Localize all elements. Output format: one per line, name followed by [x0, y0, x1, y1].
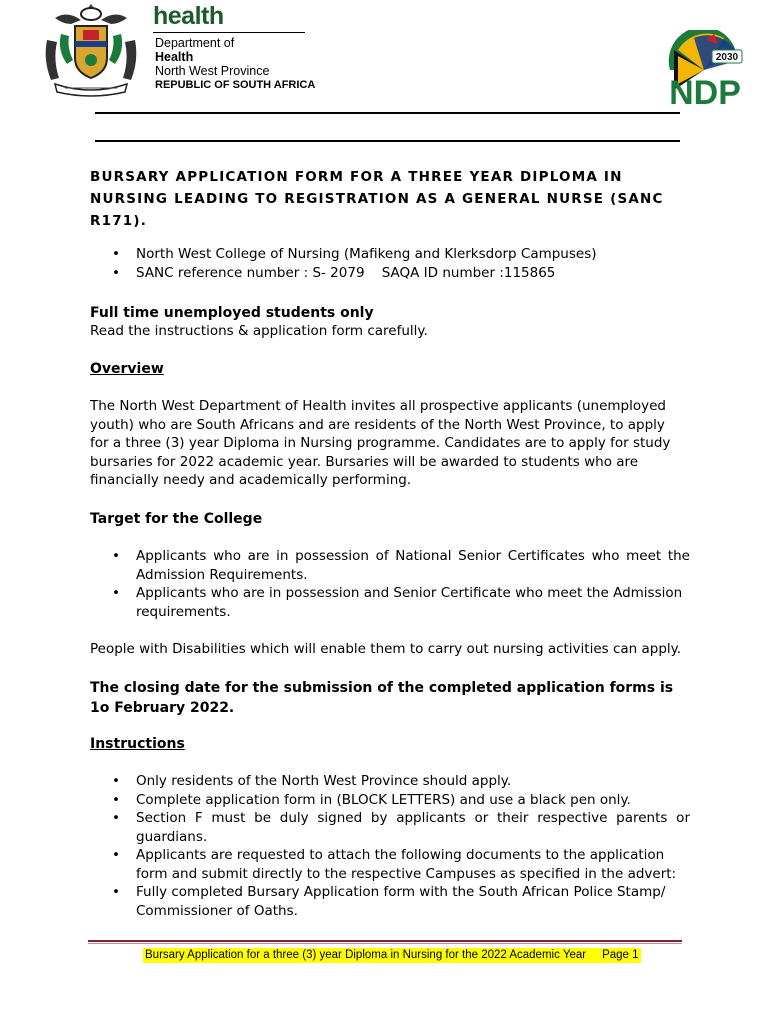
list-item: • Applicants who are in possession of National Senior Certificates who meet the Admission Requirements.	[90, 547, 690, 584]
closing-date-note: The closing date for the submission of the completed application forms is 1o February 2022.	[90, 680, 674, 716]
form-title: BURSARY APPLICATION FORM FOR A THREE YEAR DIPLOMA IN NURSING LEADING TO REGISTRATION AS A GENERAL NURSE (SANC R171).	[90, 169, 664, 229]
department-line: Department of	[155, 36, 235, 50]
overview-paragraph: The North West Department of Health invites all prospective applicants (unemployed youth) who are South Africans and are residents of the North West Province, to apply for a three (3) year Diploma in Nursing programme. Candidates are to apply for study bursaries for 2022 academic year. Bursaries will be awarded to students who are financially needy and academically performing.	[90, 398, 671, 488]
list-item: • Section F must be duly signed by applicants or their respective parents or guardians.	[90, 809, 690, 846]
instructions-heading: Instructions	[90, 736, 185, 752]
health-wordmark: health	[153, 2, 224, 30]
page-footer	[143, 948, 641, 963]
disabilities-note: People with Disabilities which will enable them to carry out nursing activities can apply.	[90, 641, 682, 657]
header-divider	[153, 32, 305, 33]
footer-divider-shadow	[88, 943, 682, 944]
target-heading: Target for the College	[90, 511, 263, 527]
province-name: North West Province	[155, 64, 270, 78]
svg-text:2030: 2030	[715, 52, 739, 63]
department-name: Health	[155, 50, 194, 64]
target-list	[90, 547, 690, 621]
list-item: • Only residents of the North West Province should apply.	[90, 772, 690, 791]
footer-divider	[88, 940, 682, 942]
list-item: • North West College of Nursing (Mafikeng and Klerksdorp Campuses)	[90, 245, 690, 264]
instructions-list	[90, 772, 690, 920]
top-divider-line	[95, 112, 680, 114]
list-item: • Complete application form in (BLOCK LETTERS) and use a black pen only.	[90, 791, 690, 810]
list-item: • SANC reference number : S- 2079 SAQA ID number :115865	[90, 264, 690, 283]
list-item: • Applicants who are in possession and Senior Certificate who meet the Admission requirements.	[90, 584, 690, 621]
overview-heading: Overview	[90, 361, 164, 377]
page-number: Page 1	[602, 949, 639, 961]
list-item: • Applicants are requested to attach the following documents to the application form and submit directly to the respective Campuses as specified in the advert:	[90, 846, 690, 883]
svg-text:NDP: NDP	[669, 74, 741, 110]
eligibility-note: Full time unemployed students only	[90, 305, 374, 321]
footer-text: Bursary Application for a three (3) year Diploma in Nursing for the 2022 Academic Year	[145, 949, 587, 961]
campus-list	[90, 245, 690, 282]
second-divider-line	[95, 140, 680, 142]
read-instructions-note: Read the instructions & application form carefully.	[90, 323, 428, 339]
ndp-2030-logo	[664, 30, 746, 110]
country-name: REPUBLIC OF SOUTH AFRICA	[155, 79, 316, 91]
list-item: • Fully completed Bursary Application form with the South African Police Stamp/ Commissioner of Oaths.	[90, 883, 690, 920]
coat-of-arms-logo	[37, 0, 145, 100]
